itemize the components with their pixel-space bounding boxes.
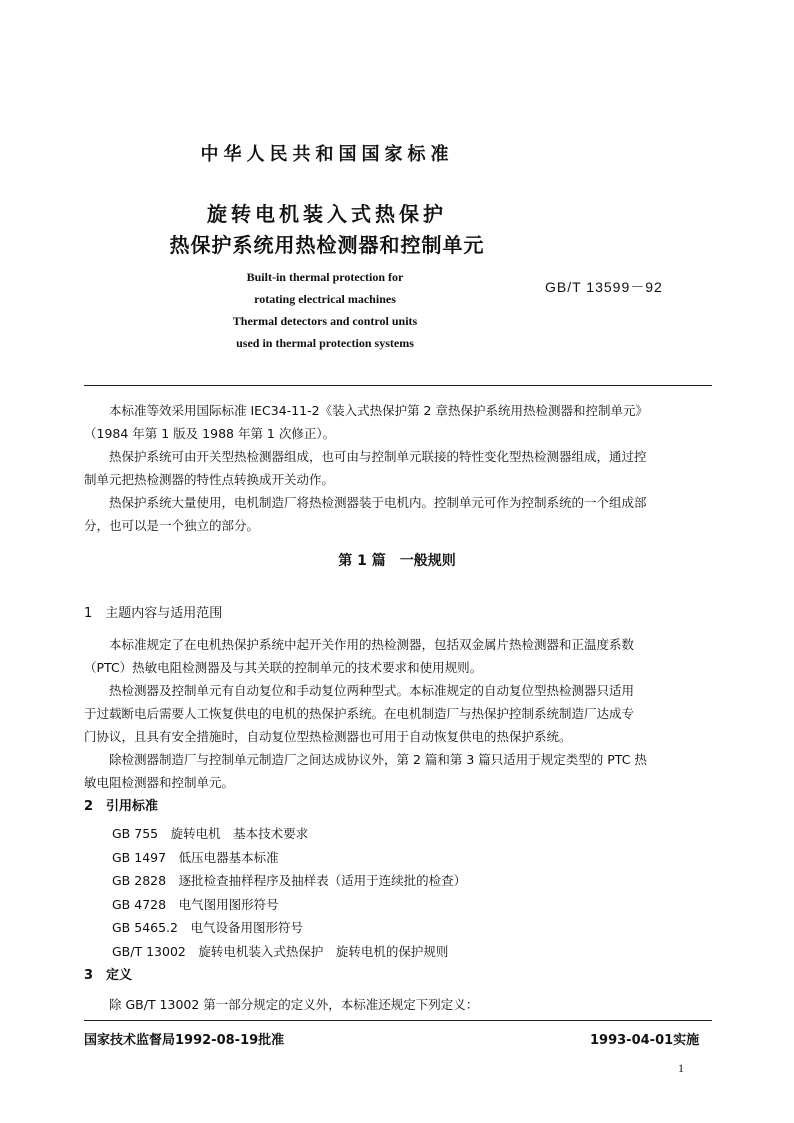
part-title: 第 1 篇 一般规则 (338, 553, 456, 569)
intro-line: 制单元把热检测器的特性点转换成开关动作。 (84, 472, 335, 487)
english-title-line: rotating electrical machines (254, 292, 396, 306)
reference-code: GB 2828 (112, 873, 167, 888)
intro-line: 热保护系统可由开关型热检测器组成，也可由与控制单元联接的特性变化型热检测器组成，通过控 (109, 449, 647, 464)
reference-title: 电气设备用图形符号 (190, 920, 304, 935)
reference-title: 低压电器基本标准 (178, 849, 279, 865)
reference-code: GB/T 13002 (112, 943, 186, 959)
section-3-text (84, 993, 712, 1016)
section-1-line: 本标准规定了在电机热保护系统中起开关作用的热检测器，包括双金属片热检测器和正温度系数 (109, 637, 635, 652)
reference-item (112, 846, 466, 870)
page-number: 1 (678, 1061, 684, 1075)
approval-date: 国家技术监督局1992-08-19批准 (84, 1033, 285, 1048)
reference-item (112, 893, 466, 917)
reference-code: GB 5465.2 (112, 920, 178, 935)
section-1-text (84, 633, 712, 794)
intro-line: 本标准等效采用国际标准 IEC34-11-2《装入式热保护第 2 章热保护系统用热检测器和控制单元》 (109, 403, 648, 418)
reference-code: GB 4728 (112, 896, 167, 912)
section-3-line: 除 GB/T 13002 第一部分规定的定义外，本标准还规定下列定义： (109, 997, 479, 1012)
section-1-line: 门协议，且具有安全措施时，自动复位型热检测器也可用于自动恢复供电的热保护系统。 (84, 729, 572, 744)
reference-item (112, 940, 466, 964)
section-1-line: 热检测器及控制单元有自动复位和手动复位两种型式。本标准规定的自动复位型热检测器只适用 (109, 683, 635, 698)
national-standard-title: 中华人民共和国国家标准 (200, 144, 454, 165)
reference-title: 电气图用图形符号 (178, 896, 279, 912)
section-1-line: 敏电阻检测器和控制单元。 (84, 775, 235, 790)
intro-line: （1984 年第 1 版及 1988 年第 1 次修正）。 (84, 426, 336, 441)
reference-code: GB 1497 (112, 849, 167, 865)
standard-title-line2: 热保护系统用热检测器和控制单元 (169, 233, 485, 257)
reference-title: 旋转电机装入式热保护 旋转电机的保护规则 (198, 943, 449, 959)
header-divider (84, 385, 712, 386)
reference-title: 逐批检查抽样程序及抽样表（适用于连续批的检查） (178, 873, 467, 888)
english-title-line: Thermal detectors and control units (232, 314, 418, 328)
intro-line: 分，也可以是一个独立的部分。 (84, 518, 260, 533)
standard-title-line1: 旋转电机装入式热保护 (207, 202, 447, 226)
reference-item (112, 869, 466, 893)
reference-title: 旋转电机 基本技术要求 (170, 826, 309, 841)
reference-item (112, 822, 466, 846)
section-1-line: 除检测器制造厂与控制单元制造厂之间达成协议外，第 2 篇和第 3 篇只适用于规定类型的 PTC 热 (109, 752, 647, 767)
section-1-line: （PTC）热敏电阻检测器及与其关联的控制单元的技术要求和使用规则。 (84, 660, 483, 675)
footer-divider (84, 1020, 712, 1021)
reference-list (112, 822, 466, 963)
intro-line: 热保护系统大量使用，电机制造厂将热检测器装于电机内。控制单元可作为控制系统的一个组成部 (109, 495, 647, 510)
reference-item (112, 916, 466, 940)
english-title-line: Built-in thermal protection for (246, 270, 404, 284)
section-3-heading: 3 定义 (84, 968, 133, 983)
reference-code: GB 755 (112, 826, 159, 841)
effective-date: 1993-04-01实施 (590, 1033, 700, 1048)
section-1-line: 于过载断电后需要人工恢复供电的电机的热保护系统。在电机制造厂与热保护控制系统制造厂达成专 (84, 706, 635, 721)
intro-text (84, 399, 712, 537)
standard-code: GB/T 13599－92 (545, 279, 663, 295)
english-title (200, 266, 450, 354)
section-2-heading: 2 引用标准 (84, 799, 159, 814)
section-1-heading: 1 主题内容与适用范围 (84, 606, 223, 621)
english-title-line: used in thermal protection systems (236, 336, 414, 350)
